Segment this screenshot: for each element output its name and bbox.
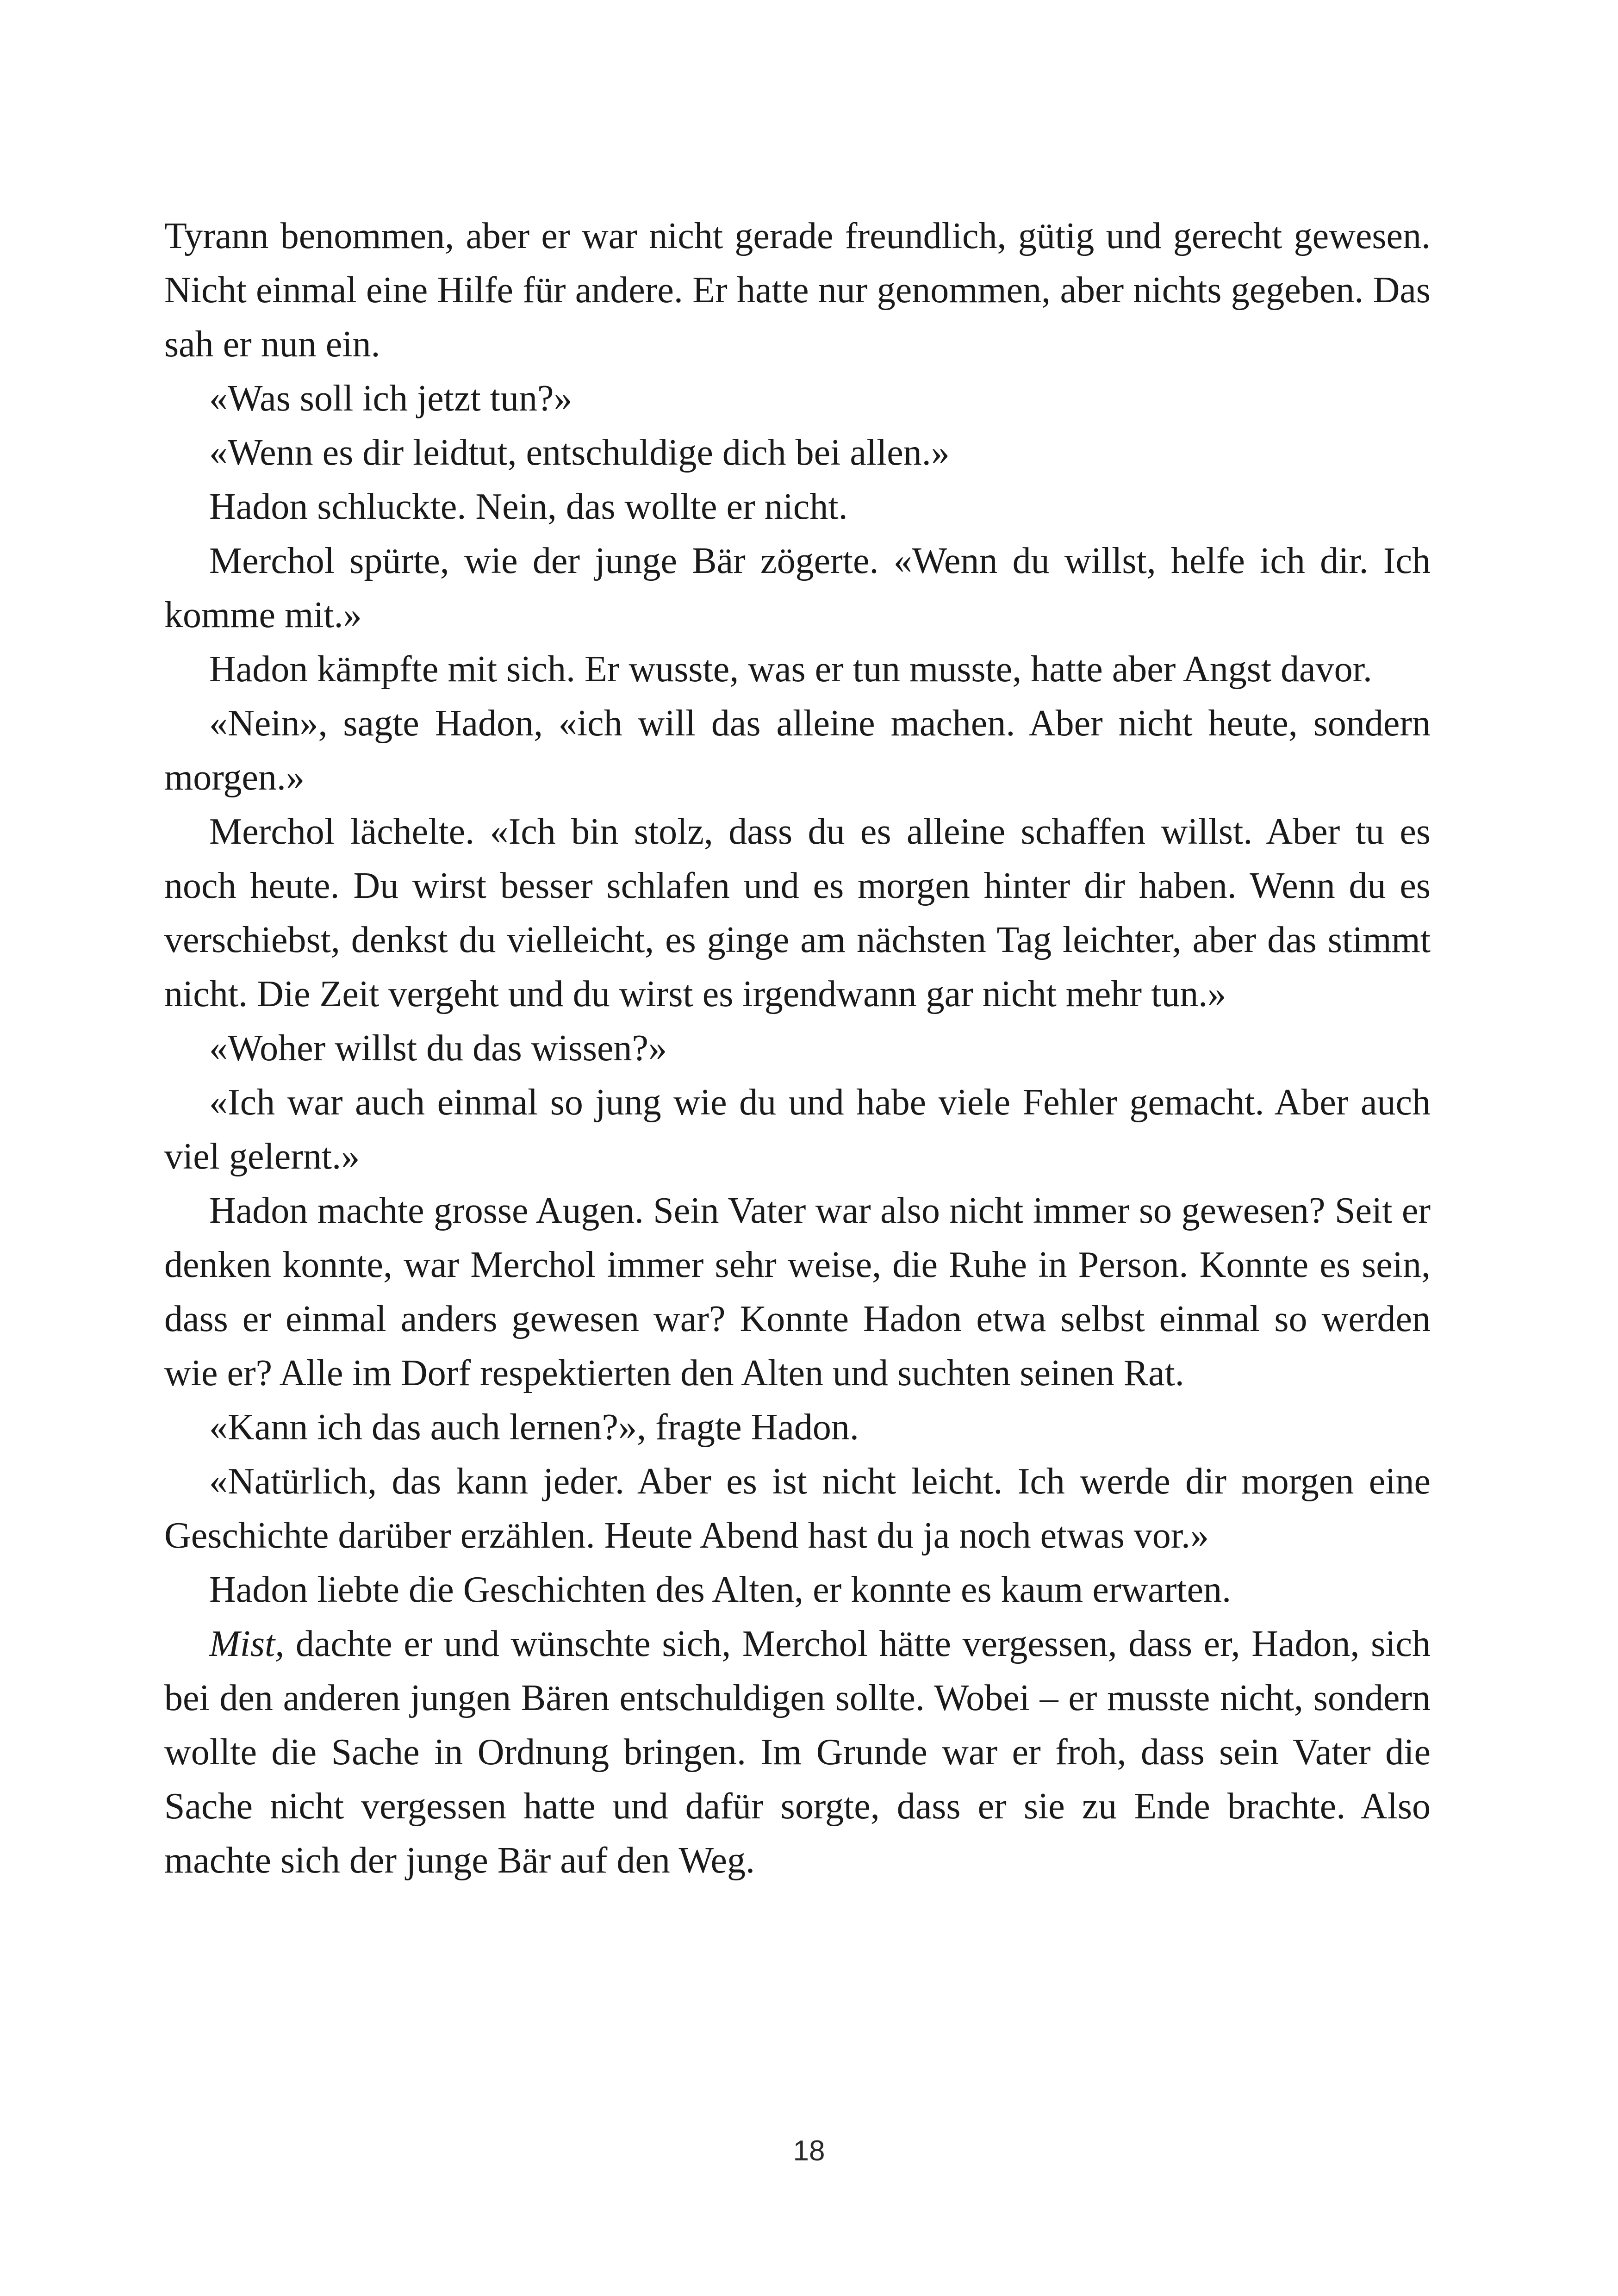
italic-lead: Mist,: [209, 1624, 285, 1664]
paragraph: «Kann ich das auch lernen?», fragte Hadon.: [209, 1407, 859, 1448]
paragraph: «Nein», sagte Hadon, «ich will das alleine machen. Aber nicht heute, sondern morgen.»: [164, 703, 1431, 798]
paragraph: Merchol lächelte. «Ich bin stolz, dass du es alleine schaffen willst. Aber tu es noch heute. Du wirst besser schlafen und es morgen hinter dir haben. Wenn du es verschiebst, denkst du vielleicht, es ginge am nächsten Tag leichter, aber das stimmt nicht. Die Zeit vergeht und du wirst es irgendwann gar nicht mehr tun.»: [164, 811, 1431, 1014]
paragraph: Hadon liebte die Geschichten des Alten, er konnte es kaum erwarten.: [209, 1569, 1232, 1610]
paragraph: «Woher willst du das wissen?»: [209, 1028, 667, 1069]
paragraph: «Ich war auch einmal so jung wie du und habe viele Fehler gemacht. Aber auch viel gelernt.»: [164, 1082, 1431, 1177]
page-number: 18: [793, 2135, 825, 2167]
paragraph: «Natürlich, das kann jeder. Aber es ist nicht leicht. Ich werde dir morgen eine Geschichte darüber erzählen. Heute Abend hast du ja noch etwas vor.»: [164, 1461, 1431, 1556]
paragraph: Hadon kämpfte mit sich. Er wusste, was er tun musste, hatte aber Angst davor.: [209, 649, 1372, 690]
paragraph-last: [164, 1617, 1431, 1888]
paragraph-text: dachte er und wünschte sich, Merchol hätte vergessen, dass er, Hadon, sich bei den anderen jungen Bären entschuldigen sollte. Wobei – er musste nicht, sondern wollte die Sache in Ordnung bringen. Im Grunde war er froh, dass sein Vater die Sache nicht vergessen hatte und dafür sorgte, dass er sie zu Ende brachte. Also machte sich der junge Bär auf den Weg.: [164, 1624, 1431, 1881]
body-text: [164, 209, 1431, 1888]
paragraph: Hadon machte grosse Augen. Sein Vater war also nicht immer so gewesen? Seit er denken konnte, war Merchol immer sehr weise, die Ruhe in Person. Konnte es sein, dass er einmal anders gewesen war? Konnte Hadon etwa selbst einmal so werden wie er? Alle im Dorf respektierten den Alten und suchten seinen Rat.: [164, 1190, 1431, 1394]
paragraph: Merchol spürte, wie der junge Bär zögerte. «Wenn du willst, helfe ich dir. Ich komme mit.»: [164, 541, 1431, 635]
paragraph: Tyrann benommen, aber er war nicht gerade freundlich, gütig und gerecht gewesen. Nicht einmal eine Hilfe für andere. Er hatte nur genommen, aber nichts gegeben. Das sah er nun ein.: [164, 216, 1431, 365]
paragraph: Hadon schluckte. Nein, das wollte er nicht.: [209, 486, 848, 527]
paragraph: «Was soll ich jetzt tun?»: [209, 378, 573, 419]
paragraph: «Wenn es dir leidtut, entschuldige dich bei allen.»: [209, 432, 950, 473]
